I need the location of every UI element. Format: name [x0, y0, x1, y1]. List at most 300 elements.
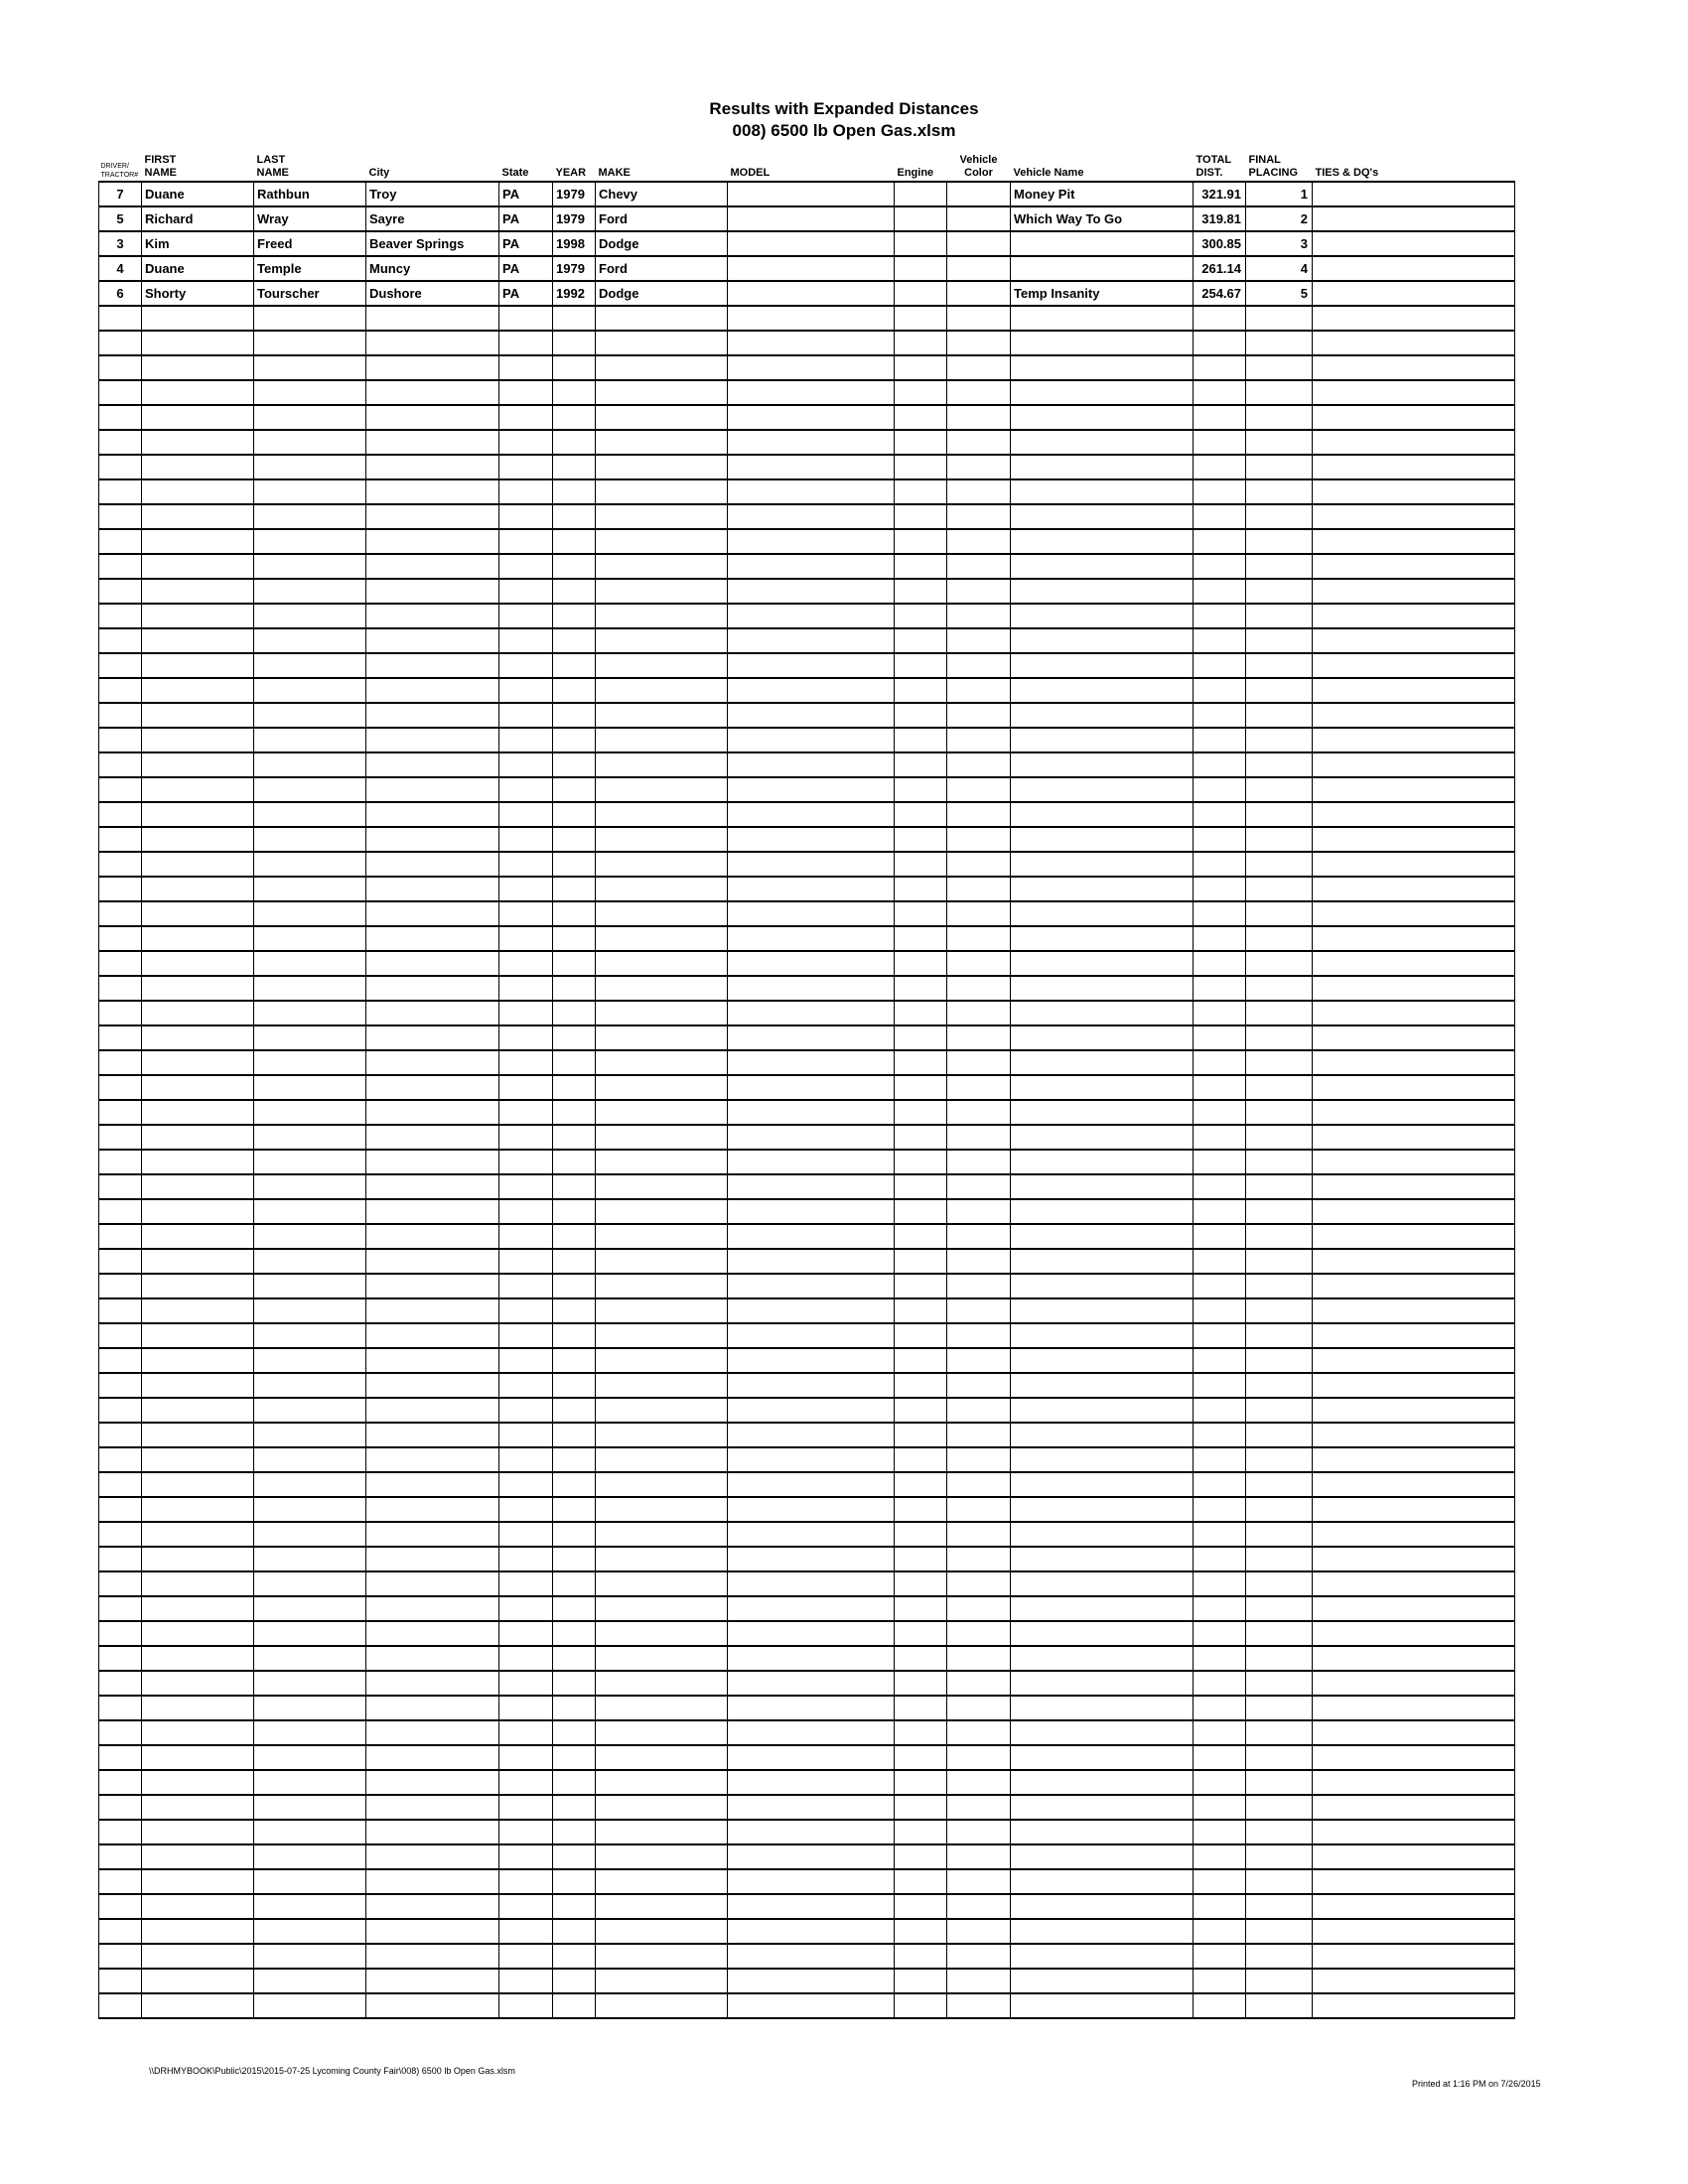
empty-table-row — [99, 1447, 1515, 1472]
empty-cell — [99, 1696, 142, 1720]
empty-cell — [499, 628, 553, 653]
empty-cell — [142, 1571, 254, 1596]
empty-cell — [99, 430, 142, 455]
cell-state: PA — [499, 231, 553, 256]
empty-cell — [142, 827, 254, 852]
empty-cell — [596, 777, 728, 802]
empty-cell — [553, 1696, 596, 1720]
empty-cell — [728, 1969, 895, 1993]
empty-cell — [366, 604, 499, 628]
empty-cell — [254, 1001, 366, 1025]
empty-cell — [947, 455, 1011, 479]
empty-cell — [254, 901, 366, 926]
empty-cell — [596, 504, 728, 529]
cell-ties-dqs — [1313, 206, 1515, 231]
empty-cell — [366, 1770, 499, 1795]
empty-cell — [553, 1646, 596, 1671]
empty-cell — [596, 1249, 728, 1274]
empty-cell — [596, 1423, 728, 1447]
empty-cell — [142, 554, 254, 579]
empty-cell — [1011, 1274, 1194, 1298]
cell-engine — [895, 281, 947, 306]
empty-cell — [728, 1373, 895, 1398]
empty-cell — [142, 1646, 254, 1671]
cell-engine — [895, 231, 947, 256]
empty-cell — [596, 1869, 728, 1894]
empty-cell — [1313, 1621, 1515, 1646]
empty-cell — [553, 1497, 596, 1522]
empty-cell — [1246, 331, 1313, 355]
empty-cell — [499, 455, 553, 479]
empty-cell — [366, 1125, 499, 1150]
empty-cell — [499, 1298, 553, 1323]
empty-cell — [553, 579, 596, 604]
empty-table-row — [99, 455, 1515, 479]
report-subtitle: 008) 6500 lb Open Gas.xlsm — [732, 121, 956, 140]
empty-cell — [254, 1993, 366, 2018]
empty-cell — [99, 1348, 142, 1373]
cell-model — [728, 231, 895, 256]
empty-cell — [1011, 1472, 1194, 1497]
empty-cell — [728, 1075, 895, 1100]
empty-cell — [99, 703, 142, 728]
empty-cell — [254, 1919, 366, 1944]
empty-cell — [1011, 1720, 1194, 1745]
empty-table-row — [99, 430, 1515, 455]
empty-cell — [1194, 678, 1246, 703]
empty-cell — [142, 628, 254, 653]
empty-cell — [553, 653, 596, 678]
empty-table-row — [99, 1373, 1515, 1398]
empty-cell — [553, 504, 596, 529]
empty-cell — [1194, 529, 1246, 554]
empty-cell — [366, 355, 499, 380]
header-final-placing: FINAL PLACING — [1246, 149, 1313, 182]
empty-cell — [728, 1423, 895, 1447]
empty-cell — [947, 877, 1011, 901]
empty-cell — [728, 1596, 895, 1621]
empty-cell — [142, 1001, 254, 1025]
empty-cell — [553, 1249, 596, 1274]
empty-cell — [1194, 1199, 1246, 1224]
empty-cell — [366, 1869, 499, 1894]
empty-cell — [142, 1224, 254, 1249]
cell-city: Troy — [366, 182, 499, 206]
empty-cell — [947, 1820, 1011, 1844]
empty-cell — [1246, 554, 1313, 579]
empty-cell — [366, 1447, 499, 1472]
empty-table-row — [99, 1174, 1515, 1199]
empty-cell — [596, 1596, 728, 1621]
empty-cell — [553, 1547, 596, 1571]
empty-cell — [728, 1125, 895, 1150]
empty-cell — [1246, 504, 1313, 529]
table-row — [99, 206, 1515, 231]
empty-cell — [1011, 901, 1194, 926]
empty-table-row — [99, 802, 1515, 827]
empty-cell — [728, 1646, 895, 1671]
empty-cell — [366, 1696, 499, 1720]
empty-cell — [99, 777, 142, 802]
empty-cell — [254, 877, 366, 901]
empty-cell — [99, 479, 142, 504]
empty-cell — [1194, 1224, 1246, 1249]
empty-cell — [1313, 1348, 1515, 1373]
empty-cell — [895, 479, 947, 504]
empty-cell — [99, 1671, 142, 1696]
empty-cell — [1313, 1720, 1515, 1745]
empty-cell — [254, 1894, 366, 1919]
empty-cell — [99, 1249, 142, 1274]
empty-cell — [1194, 951, 1246, 976]
cell-year: 1998 — [553, 231, 596, 256]
empty-cell — [1313, 827, 1515, 852]
empty-cell — [947, 752, 1011, 777]
header-city: City — [366, 149, 499, 182]
cell-last-name: Wray — [254, 206, 366, 231]
empty-cell — [254, 1348, 366, 1373]
empty-cell — [728, 579, 895, 604]
empty-cell — [1194, 1274, 1246, 1298]
empty-cell — [728, 1696, 895, 1720]
empty-cell — [1194, 1720, 1246, 1745]
empty-cell — [728, 653, 895, 678]
empty-cell — [1011, 1249, 1194, 1274]
empty-cell — [142, 579, 254, 604]
empty-cell — [142, 777, 254, 802]
empty-cell — [499, 331, 553, 355]
empty-cell — [1313, 976, 1515, 1001]
empty-cell — [254, 976, 366, 1001]
empty-cell — [728, 306, 895, 331]
empty-cell — [728, 1944, 895, 1969]
empty-cell — [1011, 1497, 1194, 1522]
header-engine: Engine — [895, 149, 947, 182]
empty-cell — [499, 752, 553, 777]
empty-cell — [142, 703, 254, 728]
empty-table-row — [99, 852, 1515, 877]
empty-cell — [728, 1571, 895, 1596]
empty-cell — [947, 1770, 1011, 1795]
empty-cell — [596, 380, 728, 405]
empty-cell — [366, 926, 499, 951]
cell-last-name: Temple — [254, 256, 366, 281]
empty-cell — [366, 1025, 499, 1050]
empty-cell — [596, 926, 728, 951]
cell-driver-number: 7 — [99, 182, 142, 206]
cell-total-dist: 261.14 — [1194, 256, 1246, 281]
empty-cell — [1313, 430, 1515, 455]
empty-cell — [499, 703, 553, 728]
empty-cell — [254, 1249, 366, 1274]
empty-cell — [254, 1720, 366, 1745]
empty-cell — [728, 1224, 895, 1249]
empty-cell — [895, 976, 947, 1001]
empty-cell — [1246, 1795, 1313, 1820]
empty-cell — [99, 1423, 142, 1447]
empty-cell — [1011, 1894, 1194, 1919]
empty-cell — [142, 1621, 254, 1646]
empty-cell — [895, 1497, 947, 1522]
empty-cell — [553, 355, 596, 380]
empty-cell — [1011, 1646, 1194, 1671]
empty-table-row — [99, 1720, 1515, 1745]
empty-cell — [553, 1199, 596, 1224]
empty-cell — [1313, 1199, 1515, 1224]
empty-cell — [99, 1993, 142, 2018]
empty-table-row — [99, 1745, 1515, 1770]
empty-cell — [553, 628, 596, 653]
empty-cell — [99, 1199, 142, 1224]
empty-cell — [596, 1001, 728, 1025]
empty-cell — [254, 1274, 366, 1298]
empty-cell — [1313, 1522, 1515, 1547]
empty-cell — [596, 678, 728, 703]
empty-cell — [1011, 1571, 1194, 1596]
empty-cell — [596, 1348, 728, 1373]
empty-cell — [1246, 479, 1313, 504]
empty-cell — [895, 1844, 947, 1869]
empty-cell — [99, 1894, 142, 1919]
empty-cell — [254, 1447, 366, 1472]
empty-cell — [947, 1100, 1011, 1125]
empty-cell — [366, 678, 499, 703]
empty-table-row — [99, 1398, 1515, 1423]
empty-cell — [99, 1621, 142, 1646]
empty-cell — [1246, 380, 1313, 405]
empty-cell — [553, 728, 596, 752]
empty-cell — [1246, 1373, 1313, 1398]
empty-cell — [1194, 1298, 1246, 1323]
empty-cell — [1313, 405, 1515, 430]
empty-cell — [1011, 1025, 1194, 1050]
empty-cell — [728, 1025, 895, 1050]
empty-table-row — [99, 976, 1515, 1001]
empty-cell — [596, 355, 728, 380]
empty-cell — [1194, 1249, 1246, 1274]
empty-cell — [254, 1522, 366, 1547]
empty-cell — [1194, 1993, 1246, 2018]
empty-cell — [499, 877, 553, 901]
empty-table-row — [99, 1646, 1515, 1671]
empty-cell — [1011, 1001, 1194, 1025]
empty-cell — [1313, 877, 1515, 901]
empty-cell — [947, 1894, 1011, 1919]
empty-cell — [254, 306, 366, 331]
empty-cell — [596, 306, 728, 331]
empty-cell — [142, 1820, 254, 1844]
empty-cell — [142, 802, 254, 827]
empty-cell — [553, 1274, 596, 1298]
empty-table-row — [99, 1298, 1515, 1323]
empty-cell — [895, 1025, 947, 1050]
cell-make: Ford — [596, 256, 728, 281]
empty-cell — [728, 1522, 895, 1547]
empty-cell — [728, 1621, 895, 1646]
empty-table-row — [99, 1820, 1515, 1844]
empty-cell — [499, 1472, 553, 1497]
empty-cell — [99, 380, 142, 405]
empty-cell — [895, 1423, 947, 1447]
empty-cell — [1313, 1323, 1515, 1348]
empty-cell — [596, 951, 728, 976]
empty-cell — [142, 1447, 254, 1472]
empty-cell — [99, 1720, 142, 1745]
empty-cell — [1313, 1547, 1515, 1571]
empty-cell — [254, 1224, 366, 1249]
empty-cell — [99, 901, 142, 926]
empty-cell — [1313, 1596, 1515, 1621]
header-make: MAKE — [596, 149, 728, 182]
empty-cell — [499, 1075, 553, 1100]
empty-cell — [1313, 752, 1515, 777]
empty-cell — [596, 1993, 728, 2018]
empty-cell — [1011, 1323, 1194, 1348]
empty-cell — [1011, 380, 1194, 405]
empty-cell — [366, 1547, 499, 1571]
empty-table-row — [99, 1944, 1515, 1969]
cell-first-name: Duane — [142, 182, 254, 206]
empty-cell — [553, 1671, 596, 1696]
empty-table-row — [99, 1199, 1515, 1224]
cell-final-placing: 5 — [1246, 281, 1313, 306]
empty-cell — [142, 1844, 254, 1869]
empty-table-row — [99, 1150, 1515, 1174]
header-vehicle-color: Vehicle Color — [947, 149, 1011, 182]
empty-cell — [99, 1050, 142, 1075]
empty-cell — [99, 554, 142, 579]
empty-cell — [728, 1249, 895, 1274]
cell-vehicle-name: Which Way To Go — [1011, 206, 1194, 231]
empty-table-row — [99, 479, 1515, 504]
empty-cell — [1011, 405, 1194, 430]
empty-cell — [728, 504, 895, 529]
empty-cell — [728, 1298, 895, 1323]
empty-cell — [499, 1646, 553, 1671]
empty-cell — [895, 1249, 947, 1274]
empty-cell — [553, 1100, 596, 1125]
cell-city: Muncy — [366, 256, 499, 281]
empty-cell — [99, 1969, 142, 1993]
empty-cell — [1246, 1820, 1313, 1844]
empty-cell — [499, 604, 553, 628]
empty-cell — [99, 678, 142, 703]
empty-cell — [1246, 1348, 1313, 1373]
empty-cell — [553, 827, 596, 852]
empty-cell — [728, 1993, 895, 2018]
footer-file-path: \\DRHMYBOOK\Public\2015\2015-07-25 Lycoming County Fair\008) 6500 lb Open Gas.xlsm — [149, 2066, 515, 2076]
cell-driver-number: 3 — [99, 231, 142, 256]
empty-cell — [1313, 852, 1515, 877]
empty-cell — [947, 951, 1011, 976]
empty-cell — [99, 1274, 142, 1298]
empty-cell — [728, 380, 895, 405]
empty-cell — [596, 1795, 728, 1820]
empty-cell — [254, 1199, 366, 1224]
empty-cell — [895, 1646, 947, 1671]
empty-table-row — [99, 1969, 1515, 1993]
empty-cell — [947, 604, 1011, 628]
empty-cell — [142, 1472, 254, 1497]
empty-cell — [499, 1795, 553, 1820]
empty-cell — [99, 1919, 142, 1944]
empty-cell — [254, 604, 366, 628]
cell-total-dist: 321.91 — [1194, 182, 1246, 206]
empty-cell — [553, 1224, 596, 1249]
cell-total-dist: 254.67 — [1194, 281, 1246, 306]
empty-cell — [1011, 1050, 1194, 1075]
empty-cell — [596, 1150, 728, 1174]
empty-cell — [366, 976, 499, 1001]
empty-table-row — [99, 1100, 1515, 1125]
empty-cell — [895, 504, 947, 529]
empty-cell — [1194, 1671, 1246, 1696]
empty-cell — [596, 1472, 728, 1497]
empty-cell — [1194, 1820, 1246, 1844]
empty-cell — [553, 529, 596, 554]
empty-cell — [895, 1398, 947, 1423]
empty-cell — [947, 1472, 1011, 1497]
empty-cell — [596, 1944, 728, 1969]
empty-table-row — [99, 1795, 1515, 1820]
empty-cell — [1011, 479, 1194, 504]
empty-cell — [895, 579, 947, 604]
cell-state: PA — [499, 281, 553, 306]
empty-cell — [366, 1373, 499, 1398]
empty-cell — [366, 529, 499, 554]
empty-cell — [895, 852, 947, 877]
empty-cell — [553, 1919, 596, 1944]
empty-cell — [1011, 678, 1194, 703]
empty-cell — [596, 827, 728, 852]
empty-cell — [1246, 728, 1313, 752]
empty-cell — [596, 529, 728, 554]
empty-cell — [947, 430, 1011, 455]
empty-cell — [596, 1844, 728, 1869]
empty-cell — [596, 479, 728, 504]
empty-cell — [499, 728, 553, 752]
cell-year: 1979 — [553, 256, 596, 281]
empty-cell — [142, 1869, 254, 1894]
empty-cell — [1194, 877, 1246, 901]
empty-cell — [553, 1820, 596, 1844]
empty-cell — [499, 827, 553, 852]
empty-cell — [895, 1571, 947, 1596]
empty-cell — [499, 1249, 553, 1274]
empty-cell — [499, 653, 553, 678]
empty-cell — [947, 1249, 1011, 1274]
empty-cell — [366, 504, 499, 529]
empty-cell — [254, 1423, 366, 1447]
empty-cell — [366, 1795, 499, 1820]
empty-cell — [366, 752, 499, 777]
empty-cell — [947, 777, 1011, 802]
empty-cell — [895, 1075, 947, 1100]
empty-cell — [596, 1050, 728, 1075]
empty-cell — [499, 405, 553, 430]
empty-cell — [1194, 1646, 1246, 1671]
empty-cell — [947, 1621, 1011, 1646]
empty-cell — [728, 1398, 895, 1423]
empty-cell — [1194, 777, 1246, 802]
empty-cell — [947, 1447, 1011, 1472]
empty-cell — [142, 1125, 254, 1150]
empty-cell — [1246, 1869, 1313, 1894]
table-row — [99, 281, 1515, 306]
empty-cell — [366, 852, 499, 877]
empty-cell — [596, 1025, 728, 1050]
empty-cell — [142, 1423, 254, 1447]
